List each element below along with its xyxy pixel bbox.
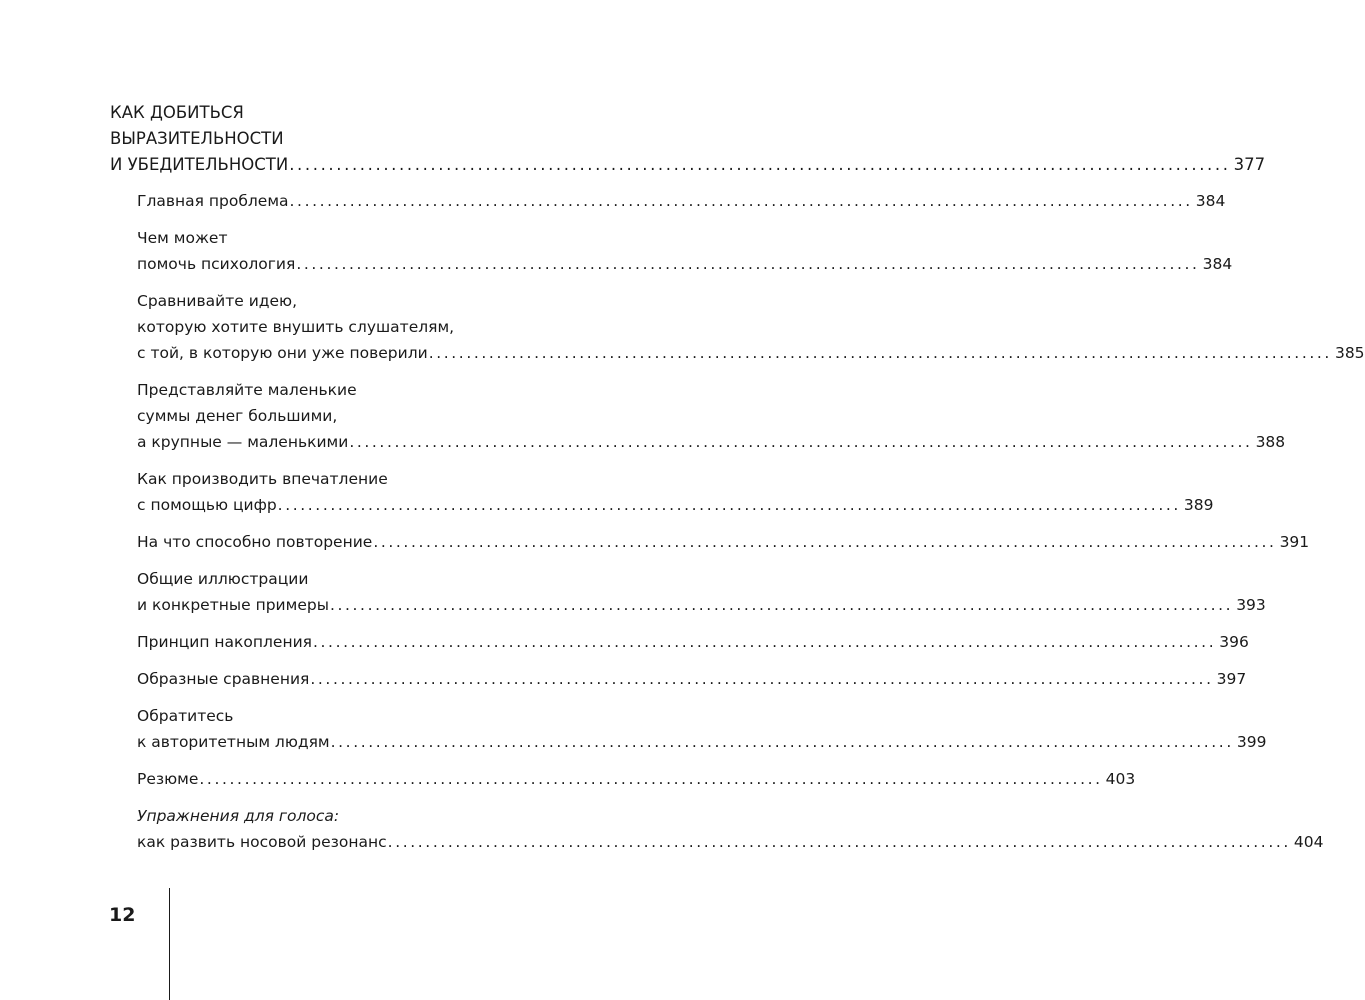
- chapter-title-line-3: И УБЕДИТЕЛЬНОСТИ: [110, 155, 289, 174]
- toc-entry-title-line: Представляйте маленькие: [137, 381, 357, 399]
- dot-leader: ........................................................................................................................: [387, 833, 1291, 851]
- toc-entry: [110, 225, 1233, 277]
- toc-entry-last-line: [137, 629, 1249, 655]
- toc-entry: [110, 766, 1136, 792]
- toc-entry: [110, 566, 1266, 618]
- toc-entry-last-line: [137, 766, 1136, 792]
- toc-entry-last-line: [137, 188, 1226, 214]
- dot-leader: ........................................................................................................................: [296, 255, 1200, 273]
- toc-entry-title: с той, в которую они уже поверили: [137, 344, 428, 362]
- toc-entry-page: 391: [1279, 533, 1310, 551]
- toc-entry-page: 385: [1334, 344, 1365, 362]
- dot-leader: ........................................................................................................................: [330, 733, 1234, 751]
- toc-entry-last-line: [137, 729, 1267, 755]
- chapter-title-line-2: ВЫРАЗИТЕЛЬНОСТИ: [110, 129, 284, 148]
- toc-entry: [110, 188, 1226, 214]
- dot-leader: ........................................................................................................................: [373, 533, 1277, 551]
- dot-leader: ........................................................................................................................: [329, 596, 1234, 614]
- toc-entry-title-line-italic: Упражнения для голоса:: [137, 807, 340, 825]
- toc-entry-title: а крупные — маленькими: [137, 433, 349, 451]
- chapter-page-number: 377: [1233, 155, 1266, 174]
- toc-entry-title: как развить носовой резонанс: [137, 833, 387, 851]
- toc-entry-page: 397: [1216, 670, 1247, 688]
- toc-entry: [110, 629, 1249, 655]
- toc-entry-last-line: [137, 529, 1310, 555]
- dot-leader: ........................................................................................................................: [349, 433, 1253, 451]
- toc-chapter-heading: [110, 100, 1266, 178]
- toc-entry-title: На что способно повторение: [137, 533, 373, 551]
- toc-entry: [110, 703, 1267, 755]
- toc-entry-title-line: Общие иллюстрации: [137, 570, 309, 588]
- toc-entry-last-line: [137, 829, 1324, 855]
- toc-entry-last-line: [137, 429, 1286, 455]
- toc-entry-title: помочь психология: [137, 255, 296, 273]
- toc-entry-page: 404: [1293, 833, 1324, 851]
- toc-entry-title: Принцип накопления: [137, 633, 312, 651]
- table-of-contents: [110, 100, 1365, 866]
- toc-entry-page: 403: [1105, 770, 1136, 788]
- page-number: 12: [109, 904, 136, 926]
- toc-entry-title-line: Чем может: [137, 229, 228, 247]
- toc-entry: [110, 529, 1310, 555]
- toc-entry-title: с помощью цифр: [137, 496, 277, 514]
- toc-entry-last-line: [137, 340, 1365, 366]
- vertical-divider: [169, 888, 170, 1000]
- chapter-title-line-1: КАК ДОБИТЬСЯ: [110, 103, 244, 122]
- dot-leader: ........................................................................................................................: [277, 496, 1181, 514]
- toc-entry-last-line: [137, 251, 1233, 277]
- toc-entry: [110, 377, 1286, 455]
- toc-entry-page: 384: [1202, 255, 1233, 273]
- dot-leader: ........................................................................................................................: [289, 192, 1193, 210]
- dot-leader: ........................................................................................................................: [312, 633, 1217, 651]
- toc-entry-title: Образные сравнения: [137, 670, 310, 688]
- toc-entry-title-line: Обратитесь: [137, 707, 234, 725]
- toc-entry-title-line: Как производить впечатление: [137, 470, 388, 488]
- toc-entry-page: 384: [1195, 192, 1226, 210]
- toc-entry-title-line: суммы денег большими,: [137, 407, 338, 425]
- toc-entry-page: 393: [1236, 596, 1266, 614]
- toc-entry-page: 388: [1255, 433, 1286, 451]
- toc-entry-last-line: [137, 492, 1214, 518]
- toc-entry-last-line: [137, 666, 1247, 692]
- chapter-title-last-line: [110, 152, 1266, 178]
- toc-entry-page: 396: [1219, 633, 1249, 651]
- toc-entry: [110, 803, 1324, 855]
- toc-entry: [110, 666, 1247, 692]
- toc-entry-last-line: [137, 592, 1266, 618]
- toc-entry-title-line: которую хотите внушить слушателям,: [137, 318, 455, 336]
- toc-entry-title: Резюме: [137, 770, 199, 788]
- toc-entry: [110, 288, 1365, 366]
- toc-entry-title-line: Сравнивайте идею,: [137, 292, 298, 310]
- dot-leader: ........................................................................................................................: [428, 344, 1332, 362]
- toc-entry-title: и конкретные примеры: [137, 596, 329, 614]
- toc-entry-title: к авторитетным людям: [137, 733, 330, 751]
- dot-leader: ........................................................................................................................: [289, 155, 1231, 174]
- dot-leader: ........................................................................................................................: [199, 770, 1103, 788]
- toc-entry: [110, 466, 1214, 518]
- toc-entry-page: 389: [1183, 496, 1214, 514]
- toc-entry-title: Главная проблема: [137, 192, 289, 210]
- dot-leader: ........................................................................................................................: [310, 670, 1214, 688]
- toc-entry-page: 399: [1236, 733, 1267, 751]
